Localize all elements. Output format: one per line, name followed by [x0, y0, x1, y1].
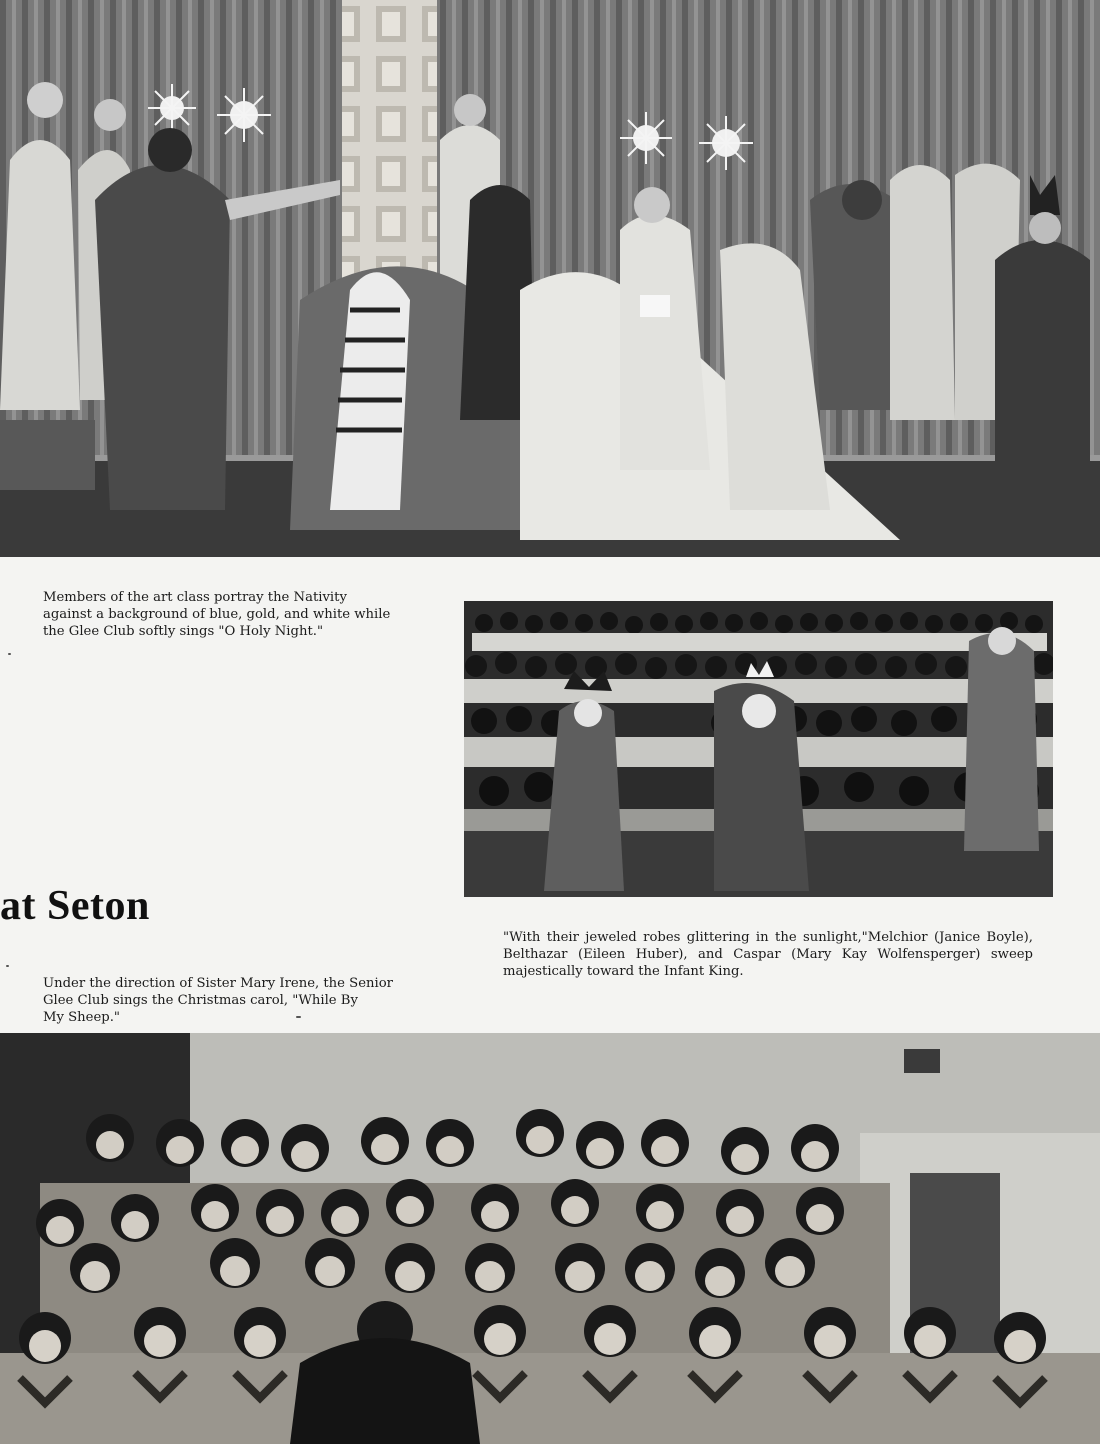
- choir-photo: [0, 1033, 1100, 1444]
- procession-photo: [464, 601, 1053, 897]
- paper-speck: [6, 965, 9, 967]
- page-headline: at Seton: [0, 883, 150, 930]
- paper-speck: [296, 1016, 301, 1018]
- nativity-caption: Members of the art class portray the Nativity against a background of blue, gold, and white while the Glee Club softly sings "O Holy Night.": [43, 590, 391, 640]
- nativity-photo: [0, 0, 1100, 557]
- glee-club-caption: Under the direction of Sister Mary Irene, the Senior Glee Club sings the Christmas carol, "While By My Sheep.": [43, 976, 393, 1026]
- procession-caption: "With their jeweled robes glittering in the sunlight,"Melchior (Janice Boyle), Belthazar (Eileen Huber), and Caspar (Mary Kay Wolfensperger) sweep majestically toward the Infant King.: [503, 930, 1033, 980]
- paper-speck: [8, 653, 11, 655]
